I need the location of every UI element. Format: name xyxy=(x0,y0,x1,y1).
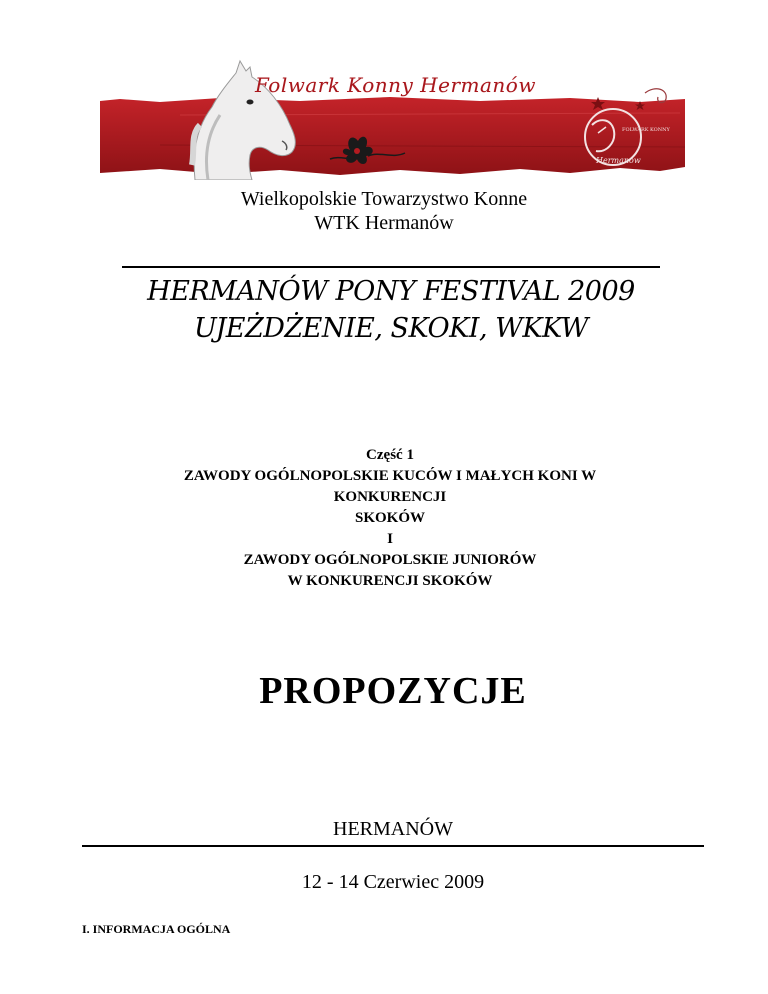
part-line: ZAWODY OGÓLNOPOLSKIE JUNIORÓW xyxy=(243,552,537,568)
part-line: KONKURENCJI xyxy=(333,489,447,505)
part-line: SKOKÓW xyxy=(354,510,425,526)
banner-title: Folwark Konny Hermanów xyxy=(255,73,536,97)
bottom-divider xyxy=(82,845,704,847)
top-divider xyxy=(122,266,660,268)
festival-title: HERMANÓW PONY FESTIVAL 2009 xyxy=(147,276,635,307)
event-place: HERMANÓW xyxy=(333,818,453,840)
event-date: 12 - 14 Czerwiec 2009 xyxy=(301,871,485,893)
header-banner xyxy=(100,55,685,180)
festival-disciplines: UJEŻDŻENIE, SKOKI, WKKW xyxy=(193,313,589,344)
organization-short-name: WTK Hermanów xyxy=(314,212,454,234)
part-label: Część 1 xyxy=(366,447,414,463)
logo-bottom-text: Hermanów xyxy=(596,156,641,165)
part-line: ZAWODY OGÓLNOPOLSKIE KUCÓW I MAŁYCH KONI W xyxy=(183,468,597,484)
logo-top-text: FOLWARK KONNY xyxy=(622,127,670,133)
document-title: PROPOZYCJE xyxy=(259,670,527,712)
organization-name: Wielkopolskie Towarzystwo Konne xyxy=(240,188,528,210)
section-heading: I. INFORMACJA OGÓLNA xyxy=(82,922,231,936)
part-line: W KONKURENCJI SKOKÓW xyxy=(287,573,493,589)
part-line: I xyxy=(387,531,393,547)
